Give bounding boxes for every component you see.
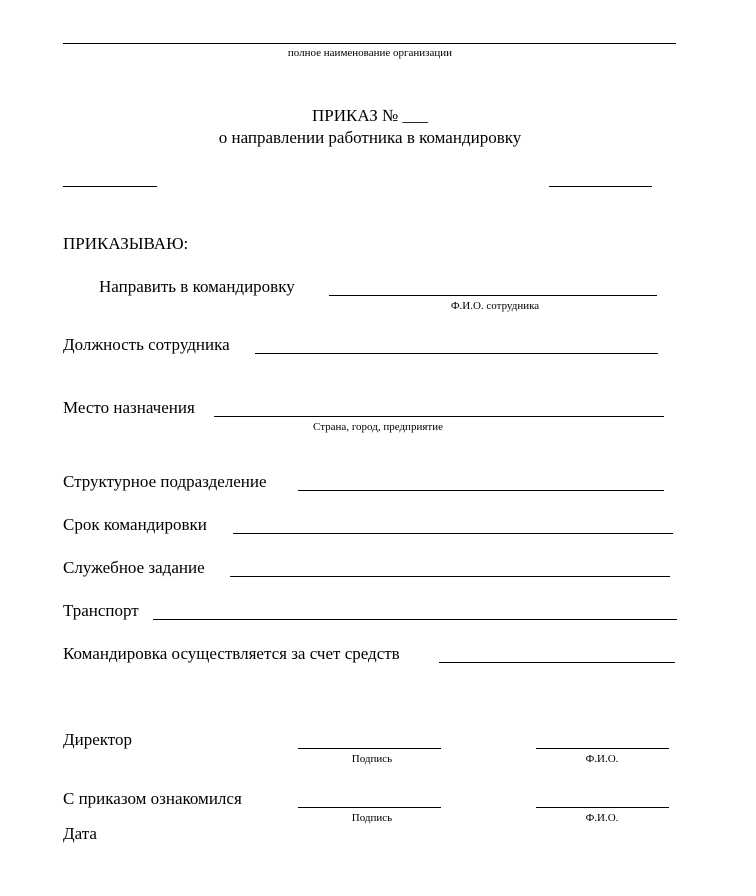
department-label: Структурное подразделение <box>63 472 267 491</box>
order-title: ПРИКАЗ № ___ <box>312 106 428 125</box>
employee-name-caption: Ф.И.О. сотрудника <box>450 300 540 312</box>
destination-field[interactable] <box>214 416 664 417</box>
director-name-field[interactable] <box>536 748 669 749</box>
task-field[interactable] <box>230 576 670 577</box>
department-field[interactable] <box>298 490 664 491</box>
order-place-line[interactable] <box>549 186 652 187</box>
transport-label: Транспорт <box>63 601 139 620</box>
funding-label: Командировка осуществляется за счет средств <box>63 644 400 663</box>
destination-caption: Страна, город, предприятие <box>313 421 443 433</box>
send-label: Направить в командировку <box>99 277 295 296</box>
director-name-caption: Ф.И.О. <box>585 753 619 765</box>
director-label: Директор <box>63 730 132 749</box>
acquainted-signature-field[interactable] <box>298 807 441 808</box>
term-field[interactable] <box>233 533 673 534</box>
task-label: Служебное задание <box>63 558 205 577</box>
funding-field[interactable] <box>439 662 675 663</box>
acquainted-name-caption: Ф.И.О. <box>585 812 619 824</box>
acquainted-signature-caption: Подпись <box>351 812 393 824</box>
organization-name-caption: полное наименование организации <box>287 47 453 59</box>
acquainted-name-field[interactable] <box>536 807 669 808</box>
destination-label: Место назначения <box>63 398 195 417</box>
acquainted-label: С приказом ознакомился <box>63 789 242 808</box>
date-label: Дата <box>63 824 97 843</box>
transport-field[interactable] <box>153 619 677 620</box>
organization-name-line[interactable] <box>63 43 676 44</box>
order-date-line[interactable] <box>63 186 157 187</box>
position-label: Должность сотрудника <box>63 335 230 354</box>
director-signature-field[interactable] <box>298 748 441 749</box>
order-heading: ПРИКАЗЫВАЮ: <box>63 234 189 253</box>
position-field[interactable] <box>255 353 658 354</box>
employee-name-field[interactable] <box>329 295 657 296</box>
term-label: Срок командировки <box>63 515 207 534</box>
order-subtitle: о направлении работника в командировку <box>218 128 522 147</box>
director-signature-caption: Подпись <box>351 753 393 765</box>
